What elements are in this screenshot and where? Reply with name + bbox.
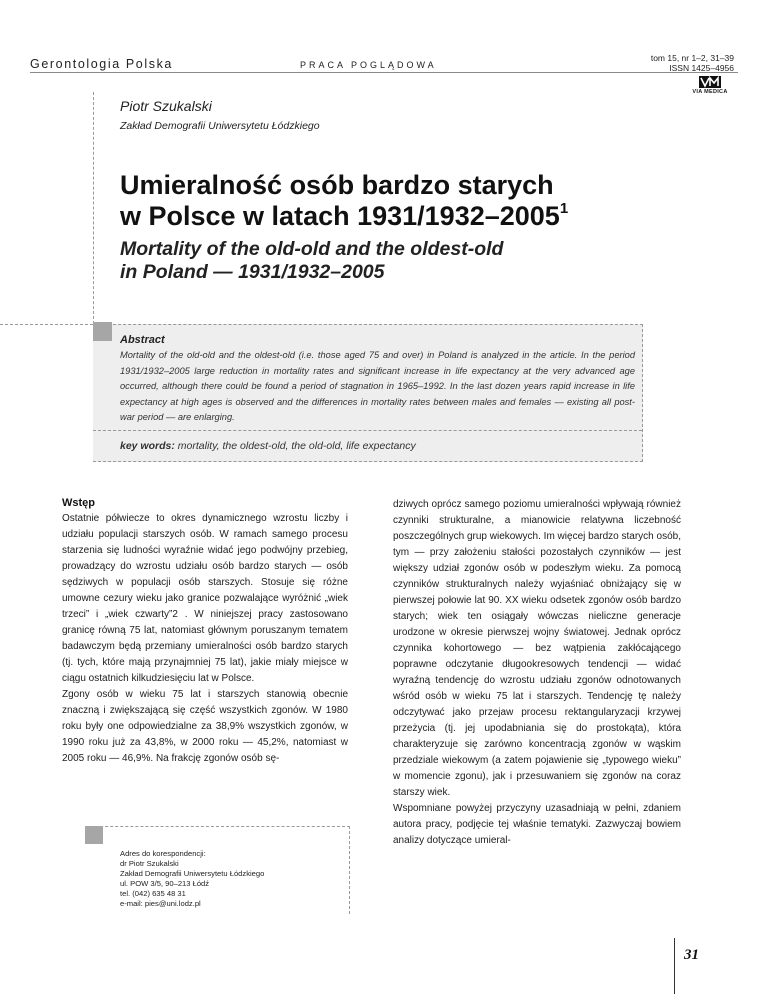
title-polish: [120, 170, 680, 232]
left-guide-line: [93, 92, 94, 324]
article-type: PRACA POGLĄDOWA: [300, 60, 437, 70]
body-text-left: [62, 511, 348, 767]
title-polish-line1: Umieralność osób bardzo starych: [120, 170, 554, 200]
section-heading: Wstęp: [62, 497, 95, 509]
keywords-list: mortality, the oldest-old, the old-old, life expectancy: [177, 440, 416, 452]
paragraph: Wspomniane powyżej przyczyny uzasadniają w pełni, zdaniem autora pracy, podjęcie tej właśnie tematyki. Zazwyczaj bowiem analizy dotyczące umieral-: [393, 803, 681, 846]
abstract-marker-square: [93, 322, 112, 341]
title-english-line1: Mortality of the old-old and the oldest-old: [120, 238, 504, 260]
correspondence-line: Zakład Demografii Uniwersytetu Łódzkiego: [120, 869, 265, 878]
abstract-text: Mortality of the old-old and the oldest-old (i.e. those aged 75 and over) in Poland is analyzed in the article. In the period 1931/1932–2005 large reduction in mortality rates and significant increase in life expectancy at the very advanced age occurred, although there could be found a period of stagnation in 1965–1992. In the last dozen years rapid increase in life expectancy at high ages is observed and the differences in mortality rates between males and females — existing all post-war period — are enlarging.: [120, 350, 635, 423]
correspondence-line: Adres do korespondencji:: [120, 849, 206, 858]
title-footnote-mark: 1: [559, 200, 569, 217]
paragraph: Zgony osób w wieku 75 lat i starszych stanowią obecnie znaczną i zwiększającą się część wszystkich zgonów. W 1980 roku były one odpowiedzialne za 38,9% wszystkich zgonów, w 1990 roku już za 43,8%, w 2000 roku — 45,2%, natomiast w 2005 roku — 46,9%. Na frakcję zgonów osób sę-: [62, 689, 348, 764]
title-polish-line2-text: w Polsce w latach 1931/1932–2005: [120, 201, 560, 231]
correspondence-line: ul. POW 3/5, 90–213 Łódź: [120, 879, 210, 888]
page-number-rule: [674, 938, 675, 994]
paragraph: dziwych oprócz samego poziomu umieralności wpływają również czynniki strukturalne, a mianowicie relatywna liczebność poszczególnych grup wiekowych. Im więcej bardzo starych osób, tym — przy założeniu stałości pozostałych czynników — jest większy udział zgonów osób w podeszłym wieku. Za pomocą czynników strukturalnych należy wyjaśniać obniżający się w pierwszej połowie lat 90. XX wieku odsetek zgonów osób bardzo starych; wiek ten osiągały wówczas nieliczne generacje urodzone w okresie pierwszej wojny światowej. Jednak oprócz czynnika kohortowego — bez wątpienia zakłócającego poprawne odczytanie długookresowych tendencji — widać wyraźną tendencję do wzrostu udziału zgonów odnotowanych wśród osób w wieku 75 lat i starszych. Tendencję tę należy odczytywać jako przejaw procesu rektangularyzacji krzywej przeżycia (tj. jej upodabniania się do prostokąta), która charakteryzuje się zarówno koncentracją zgonów w wąskim przedziale wiekowym (a zatem pojawienie się „typowego wieku” w momencie zgonu), jak i przesuwaniem się zgonów na coraz starszy wiek.: [393, 499, 681, 798]
correspondence-address: [120, 849, 264, 909]
title-english-line2: in Poland — 1931/1932–2005: [120, 261, 385, 283]
body-column-right: [393, 497, 681, 849]
body-text-right: [393, 497, 681, 849]
issn: ISSN 1425–4956: [669, 63, 734, 73]
body-column-left: [62, 497, 348, 767]
left-dash-line: [0, 324, 93, 325]
header-divider: [30, 72, 738, 73]
abstract-separator: [93, 430, 642, 431]
keywords: [120, 440, 416, 452]
correspondence-line: dr Piotr Szukalski: [120, 859, 179, 868]
via-medica-logo: [690, 76, 730, 98]
keywords-label: key words:: [120, 440, 175, 452]
author-affiliation: Zakład Demografii Uniwersytetu Łódzkiego: [120, 120, 320, 132]
correspondence-marker-square: [85, 826, 103, 844]
paragraph: Ostatnie półwiecze to okres dynamicznego wzrostu liczby i udziału populacji starszych osób. W ramach samego procesu starzenia się ludności wyraźnie widać jego podwójny przebieg, prowadzący do wzrostu udziału osób bardzo starych — osób sędziwych w populacji osób starszych. Stosuje się różne umowne cezury wieku jako granice pozwalające wyróżnić „wiek trzeci” i „wiek czwarty”2 . W niniejszej pracy zastosowano granicę równą 75 lat, natomiast głównym poruszanym tematem badawczym będą przemiany umieralności osób bardzo starych (tj. tych, które mają przynajmniej 75 lat), jakie miały miejsce w ciągu ostatnich kilkudziesięciu lat w Polsce.: [62, 513, 348, 684]
title-english: [120, 238, 680, 284]
journal-name: Gerontologia Polska: [30, 57, 173, 71]
abstract-heading: Abstract: [120, 334, 165, 346]
volume-info: [651, 53, 734, 73]
volume-issue: tom 15, nr 1–2, 31–39: [650, 53, 734, 63]
author-name: Piotr Szukalski: [120, 98, 212, 114]
page-number: 31: [684, 947, 699, 963]
title-polish-line2: [120, 201, 680, 232]
correspondence-email: e-mail: pies@uni.lodz.pl: [120, 899, 201, 908]
correspondence-line: tel. (042) 635 48 31: [120, 889, 186, 898]
publisher-name: VIA MEDICA: [692, 89, 728, 95]
